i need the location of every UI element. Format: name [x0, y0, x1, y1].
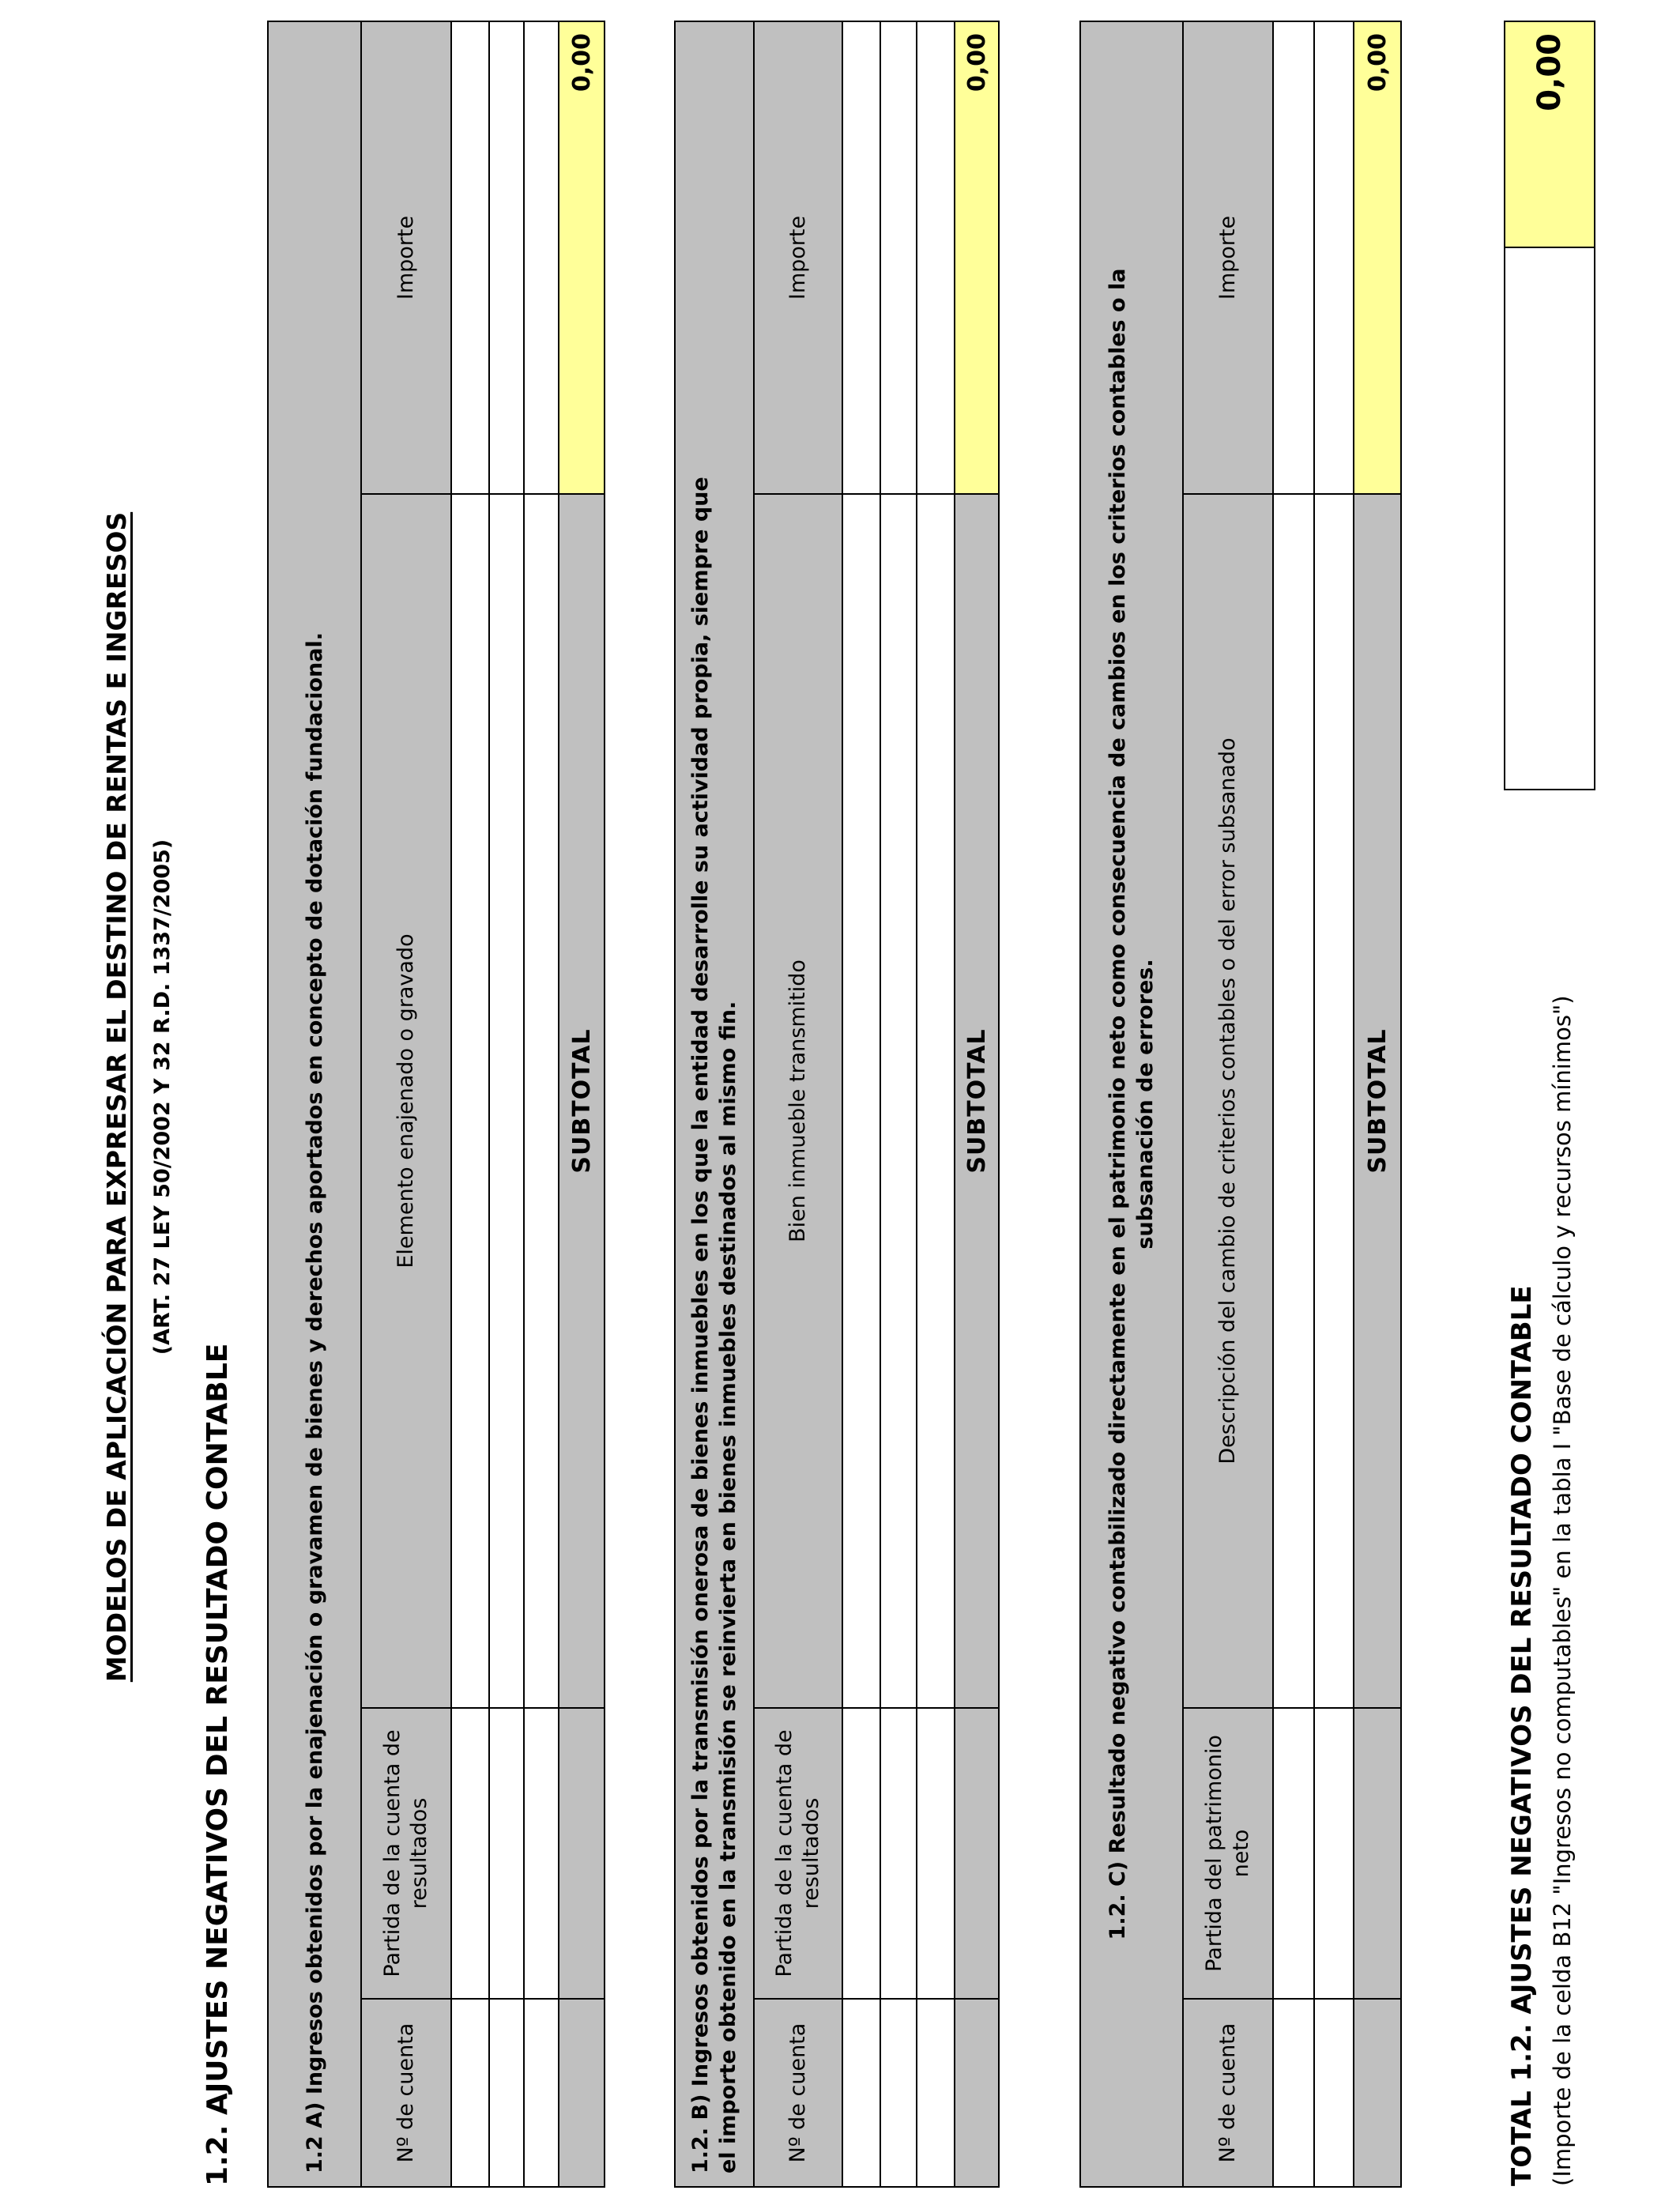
total-note: (Importe de la celda B12 "Ingresos no computables" en la tabla I "Base de cálculo y recursos mínimos")	[1549, 995, 1576, 2186]
subtotal-value: 0,00	[955, 22, 998, 493]
table-row	[1274, 22, 1315, 2186]
subtotal-value: 0,00	[559, 22, 604, 493]
amount-input[interactable]	[843, 22, 880, 493]
col-account-number: Nº de cuenta	[362, 1998, 450, 2186]
section-c-title-line2: subsanación de errores.	[1133, 959, 1158, 1250]
col-equity-item: Partida del patrimonio neto	[1184, 1707, 1272, 1998]
col-result-item: Partida de la cuenta de resultados	[362, 1707, 450, 1998]
property-input[interactable]	[843, 493, 880, 1707]
subtotal-row	[955, 22, 998, 2186]
page-subtitle: (ART. 27 LEY 50/2002 Y 32 R.D. 1337/2005)	[150, 839, 175, 1355]
col-account-number: Nº de cuenta	[1184, 1998, 1272, 2186]
equity-item-input[interactable]	[1315, 1707, 1353, 1998]
property-input[interactable]	[881, 493, 916, 1707]
result-item-input[interactable]	[490, 1707, 523, 1998]
account-number-input[interactable]	[452, 1998, 488, 2186]
table-row	[1315, 22, 1354, 2186]
subtotal-label: SUBTOTAL	[1354, 493, 1400, 1707]
section-c-header-row	[1184, 22, 1274, 2186]
section-b-title	[676, 22, 755, 2186]
section-heading: 1.2. AJUSTES NEGATIVOS DEL RESULTADO CONTABLE	[202, 1343, 234, 2186]
subtotal-row	[559, 22, 604, 2186]
result-item-input[interactable]	[917, 1707, 954, 1998]
section-b-table	[674, 21, 1000, 2188]
table-row	[843, 22, 881, 2186]
amount-input[interactable]	[1274, 22, 1313, 493]
col-property: Bien inmueble transmitido	[755, 493, 842, 1707]
result-item-input[interactable]	[881, 1707, 916, 1998]
amount-input[interactable]	[452, 22, 488, 493]
account-number-input[interactable]	[1274, 1998, 1313, 2186]
element-input[interactable]	[490, 493, 523, 1707]
table-row	[452, 22, 490, 2186]
page-title: MODELOS DE APLICACIÓN PARA EXPRESAR EL DESTINO DE RENTAS E INGRESOS	[101, 511, 132, 1683]
account-number-input[interactable]	[525, 1998, 558, 2186]
section-b-title-line2: el importe obtenido en la transmisión se reinvierta en bienes inmuebles destinados al mismo fin.	[716, 1001, 740, 2173]
col-account-number: Nº de cuenta	[755, 1998, 842, 2186]
subtotal-row	[1354, 22, 1400, 2186]
element-input[interactable]	[452, 493, 488, 1707]
section-b-title-line1: 1.2. B) Ingresos obtenidos por la transmisión onerosa de bienes inmuebles en los que la entidad desarrolle su actividad propia, siempre que	[687, 477, 713, 2173]
table-row	[525, 22, 559, 2186]
account-number-input[interactable]	[843, 1998, 880, 2186]
subtotal-label: SUBTOTAL	[955, 493, 998, 1707]
account-number-input[interactable]	[490, 1998, 523, 2186]
amount-input[interactable]	[1315, 22, 1353, 493]
amount-input[interactable]	[490, 22, 523, 493]
section-c-title	[1081, 22, 1184, 2186]
account-number-input[interactable]	[917, 1998, 954, 2186]
amount-input[interactable]	[525, 22, 558, 493]
description-input[interactable]	[1315, 493, 1353, 1707]
col-amount: Importe	[362, 22, 450, 493]
table-row	[881, 22, 917, 2186]
col-result-item: Partida de la cuenta de resultados	[755, 1707, 842, 1998]
account-number-input[interactable]	[881, 1998, 916, 2186]
result-item-input[interactable]	[452, 1707, 488, 1998]
section-a-table	[267, 21, 605, 2188]
description-input[interactable]	[1274, 493, 1313, 1707]
equity-item-input[interactable]	[1274, 1707, 1313, 1998]
col-description: Descripción del cambio de criterios contables o del error subsanado	[1184, 493, 1272, 1707]
section-c-title-line1: 1.2. C) Resultado negativo contabilizado directamente en el patrimonio neto como consecuencia de cambios en los criterios contables o la	[1105, 268, 1130, 1940]
property-input[interactable]	[917, 493, 954, 1707]
section-a-title: 1.2 A) Ingresos obtenidos por la enajenación o gravamen de bienes y derechos aportados en concepto de dotación fundacional.	[269, 22, 362, 2186]
col-amount: Importe	[1184, 22, 1272, 493]
table-row	[917, 22, 955, 2186]
result-item-input[interactable]	[525, 1707, 558, 1998]
subtotal-label: SUBTOTAL	[559, 493, 604, 1707]
col-element: Elemento enajenado o gravado	[362, 493, 450, 1707]
amount-input[interactable]	[917, 22, 954, 493]
amount-input[interactable]	[881, 22, 916, 493]
subtotal-value: 0,00	[1354, 22, 1400, 493]
element-input[interactable]	[525, 493, 558, 1707]
total-label: TOTAL 1.2. AJUSTES NEGATIVOS DEL RESULTADO CONTABLE	[1506, 1285, 1538, 2186]
result-item-input[interactable]	[843, 1707, 880, 1998]
section-a-header-row	[362, 22, 452, 2186]
section-c-table	[1079, 21, 1402, 2188]
account-number-input[interactable]	[1315, 1998, 1353, 2186]
total-value: 0,00	[1504, 21, 1595, 248]
col-amount: Importe	[755, 22, 842, 493]
section-b-header-row	[755, 22, 843, 2186]
table-row	[490, 22, 525, 2186]
